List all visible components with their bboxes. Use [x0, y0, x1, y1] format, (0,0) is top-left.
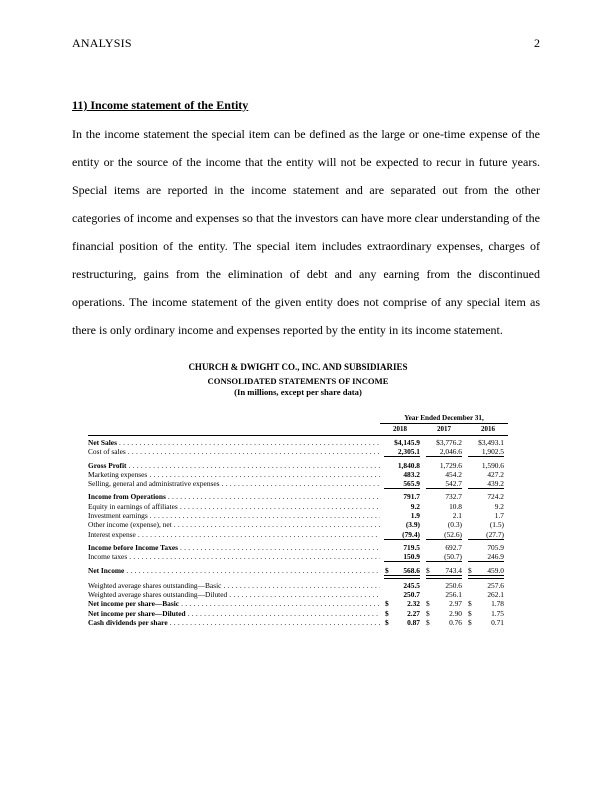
statement-rows	[88, 438, 508, 627]
cell-2016: 0.71	[491, 618, 504, 628]
cell-2018: 2.32	[407, 599, 420, 609]
table-row	[88, 599, 508, 608]
currency-sign: $	[426, 608, 430, 618]
cell-2017: 1,729.6	[439, 460, 462, 470]
cell-2018: 1.9	[410, 511, 420, 521]
cell-2017: $3,776.2	[436, 438, 462, 447]
cell-2017: (50.7)	[444, 552, 462, 562]
cell-2017: 732.7	[445, 492, 462, 502]
currency-sign: $	[426, 618, 430, 628]
table-row	[88, 502, 508, 511]
cell-2016: 9.2	[494, 501, 504, 511]
page-number: 2	[534, 36, 540, 50]
cell-2016: (27.7)	[486, 529, 504, 539]
row-label: Income before Income Taxes . . .	[88, 543, 380, 552]
cell-2016: $3,493.1	[478, 438, 504, 447]
cell-2018: 0.87	[407, 618, 420, 628]
cell-2016: 724.2	[487, 492, 504, 502]
cell-2016: 427.2	[487, 469, 504, 479]
table-row	[88, 590, 508, 599]
cell-2018: 150.9	[403, 552, 420, 562]
table-row	[88, 511, 508, 520]
cell-2018: 565.9	[403, 479, 420, 489]
table-row	[88, 479, 508, 488]
row-label: Cash dividends per share . . .	[88, 618, 380, 627]
currency-sign: $	[426, 599, 430, 609]
section-heading: 11) Income statement of the Entity	[72, 98, 249, 112]
cell-2018: 483.2	[403, 469, 420, 479]
currency-sign: $	[426, 565, 430, 575]
cell-2017: 743.4	[445, 565, 462, 575]
currency-sign: $	[468, 599, 472, 609]
table-row	[88, 581, 508, 590]
table-row	[88, 520, 508, 529]
year-2017: 2017	[437, 425, 451, 433]
cell-2016: 1.75	[491, 608, 504, 618]
cell-2018: 2.27	[407, 608, 420, 618]
row-label: Weighted average shares outstanding—Diluted . . .	[88, 590, 380, 599]
row-label: Gross Profit . . .	[88, 461, 380, 470]
year-columns	[380, 425, 508, 435]
cell-2017: 542.7	[445, 479, 462, 489]
row-label: Income from Operations . . .	[88, 492, 380, 501]
running-head: ANALYSIS	[72, 36, 132, 50]
cell-2018: 1,840.8	[397, 460, 420, 470]
cell-2018: (79.4)	[402, 529, 420, 539]
row-label: Income taxes . . .	[88, 552, 380, 561]
cell-2018: 719.5	[403, 542, 420, 552]
row-label: Weighted average shares outstanding—Basic . . .	[88, 581, 380, 590]
period-header: Year Ended December 31,	[380, 414, 508, 424]
cell-2017: 0.76	[449, 618, 462, 628]
cell-2018: 245.5	[403, 580, 420, 590]
cell-2018: 2,305.1	[397, 447, 420, 457]
cell-2017: 2,046.6	[439, 447, 462, 457]
statement-title: CONSOLIDATED STATEMENTS OF INCOME	[207, 376, 389, 386]
cell-2018: 250.7	[403, 590, 420, 600]
year-2016: 2016	[481, 425, 495, 433]
row-label: Equity in earnings of affiliates . . .	[88, 502, 380, 511]
table-row	[88, 530, 508, 539]
cell-2017: 250.6	[445, 580, 462, 590]
cell-2017: 10.8	[449, 501, 462, 511]
table-row	[88, 438, 508, 447]
table-row	[88, 492, 508, 501]
table-row	[88, 552, 508, 561]
row-label: Net Income . . .	[88, 566, 380, 575]
statement-subtitle: (In millions, except per share data)	[234, 387, 362, 397]
cell-2016: 262.1	[487, 590, 504, 600]
cell-2016: 246.9	[487, 552, 504, 562]
table-row	[88, 618, 508, 627]
currency-sign: $	[468, 565, 472, 575]
cell-2016: 1,590.6	[481, 460, 504, 470]
cell-2018: 9.2	[410, 501, 420, 511]
cell-2017: 2.1	[452, 511, 462, 521]
cell-2016: (1.5)	[489, 520, 504, 530]
income-statement-table	[88, 362, 508, 628]
row-label: Net Sales . . .	[88, 438, 380, 447]
cell-2017: (0.3)	[447, 520, 462, 530]
cell-2018: 568.6	[403, 565, 420, 575]
cell-2017: 692.7	[445, 542, 462, 552]
cell-2016: 257.6	[487, 580, 504, 590]
table-row	[88, 543, 508, 552]
year-2018: 2018	[393, 425, 407, 433]
currency-sign: $	[385, 618, 389, 628]
cell-2017: 256.1	[445, 590, 462, 600]
company-name: CHURCH & DWIGHT CO., INC. AND SUBSIDIARIES	[188, 362, 408, 372]
row-label: Net income per share—Diluted . . .	[88, 609, 380, 618]
row-label: Interest expense . . .	[88, 530, 380, 539]
cell-2016: 1,902.5	[481, 447, 504, 457]
cell-2018: 791.7	[403, 492, 420, 502]
body-paragraph: In the income statement the special item can be defined as the large or one-time expense of the entity or the source of the income that the entity will not be expected to recur in future years. Special items are reported in the income statement and are separated out from the other categories of income and expenses so that the investors can have more clear understanding of the financial position of the entity. The special item includes extraordinary expenses, charges of restructuring, gains from the elimination of debt and any earning from the discontinued operations. The income statement of the given entity does not comprise of any special item as there is only ordinary income and expenses reported by the entity in its income statement.	[72, 127, 540, 337]
currency-sign: $	[385, 565, 389, 575]
table-row	[88, 609, 508, 618]
cell-2016: 1.7	[494, 511, 504, 521]
currency-sign: $	[385, 599, 389, 609]
cell-2017: (52.6)	[444, 529, 462, 539]
cell-2017: 2.97	[449, 599, 462, 609]
table-row	[88, 461, 508, 470]
cell-2016: 459.0	[487, 565, 504, 575]
cell-2018: $4,145.9	[394, 438, 420, 447]
row-label: Marketing expenses . . .	[88, 470, 380, 479]
cell-2018: (3.9)	[405, 520, 420, 530]
currency-sign: $	[468, 618, 472, 628]
row-label: Selling, general and administrative expenses . . .	[88, 479, 380, 488]
row-label: Investment earnings . . .	[88, 511, 380, 520]
cell-2016: 1.78	[491, 599, 504, 609]
cell-2016: 439.2	[487, 479, 504, 489]
row-label: Cost of sales . . .	[88, 447, 380, 456]
table-row	[88, 470, 508, 479]
table-row	[88, 566, 508, 575]
cell-2016: 705.9	[487, 542, 504, 552]
cell-2017: 454.2	[445, 469, 462, 479]
table-row	[88, 447, 508, 456]
currency-sign: $	[468, 608, 472, 618]
row-label: Other income (expense), net . . .	[88, 520, 380, 529]
cell-2017: 2.90	[449, 608, 462, 618]
row-label: Net income per share—Basic . . .	[88, 599, 380, 608]
currency-sign: $	[385, 608, 389, 618]
